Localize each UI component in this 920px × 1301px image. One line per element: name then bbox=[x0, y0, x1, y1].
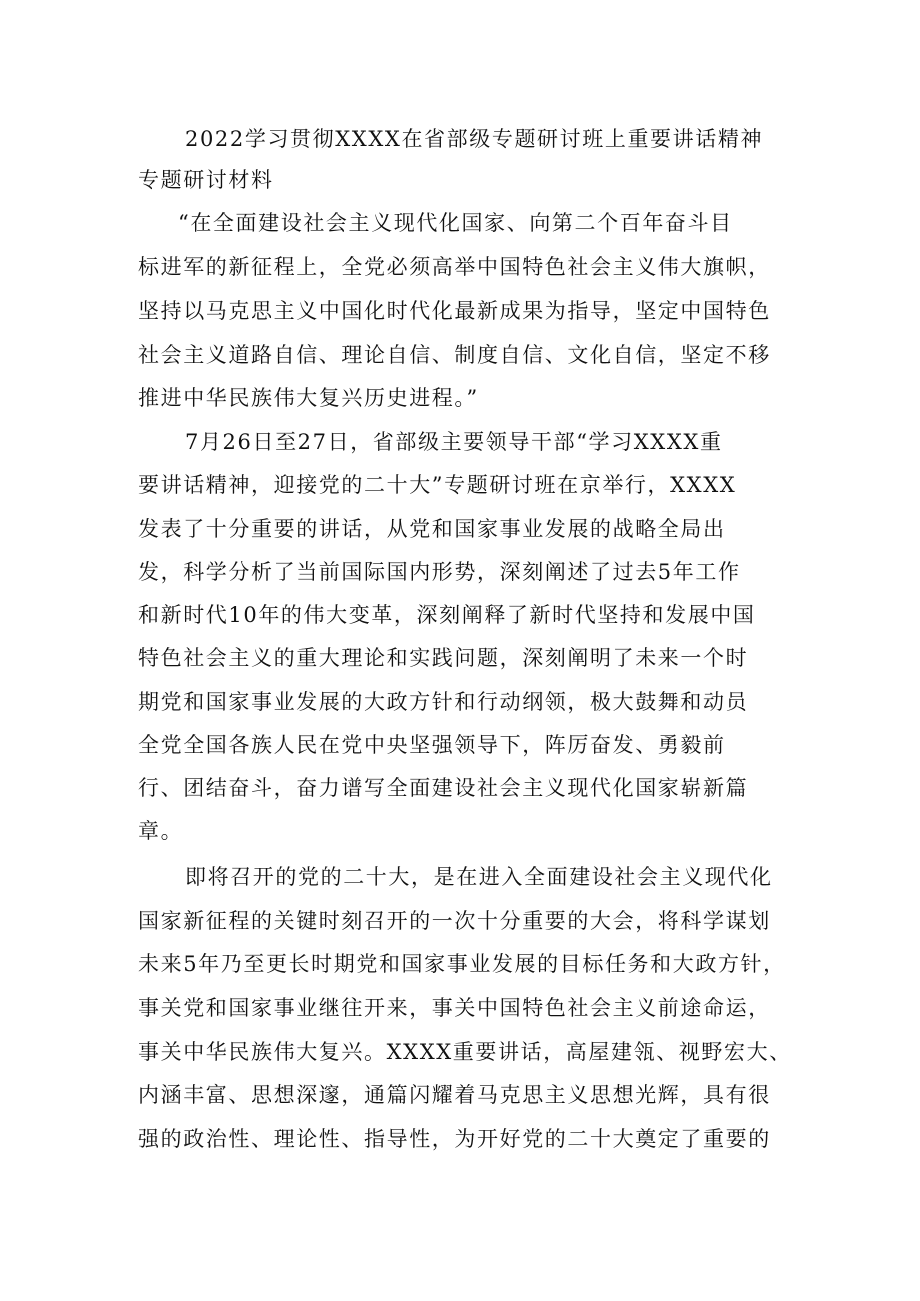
paragraph-2-line-8: 全党全国各族人民在党中央坚强领导下，阵厉奋发、勇毅前 bbox=[138, 733, 726, 757]
document-title-line-1: 2022学习贯彻XXXX在省部级专题研讨班上重要讲话精神 bbox=[185, 127, 764, 151]
paragraph-3-line-6: 内涵丰富、思想深邃，通篇闪耀着马克思主义思想光辉，具有很 bbox=[138, 1083, 771, 1107]
paragraph-2-line-4: 发，科学分析了当前国际国内形势，深刻阐述了过去5年工作 bbox=[138, 560, 741, 584]
paragraph-2-line-2: 要讲话精神，迎接党的二十大”专题研讨班在京举行，XXXX bbox=[138, 473, 737, 497]
paragraph-2-line-1: 7月26日至27日，省部级主要领导干部“学习XXXX重 bbox=[185, 430, 723, 454]
paragraph-3-line-2: 国家新征程的关键时刻召开的一次十分重要的大会，将科学谋划 bbox=[138, 909, 771, 933]
paragraph-3-line-1: 即将召开的党的二十大，是在进入全面建设社会主义现代化 bbox=[185, 865, 773, 889]
paragraph-1-line-5: 推进中华民族伟大复兴历史进程。” bbox=[138, 386, 479, 410]
paragraph-3-line-7: 强的政治性、理论性、指导性，为开好党的二十大奠定了重要的 bbox=[138, 1127, 771, 1151]
paragraph-1-line-2: 标进军的新征程上，全党必须高举中国特色社会主义伟大旗帜， bbox=[138, 255, 771, 279]
paragraph-2-line-3: 发表了十分重要的讲话，从党和国家事业发展的战略全局出 bbox=[138, 517, 726, 541]
paragraph-2-line-6: 特色社会主义的重大理论和实践问题，深刻阐明了未来一个时 bbox=[138, 646, 749, 670]
paragraph-2-line-10: 章。 bbox=[138, 819, 184, 843]
paragraph-1-line-3: 坚持以马克思主义中国化时代化最新成果为指导，坚定中国特色 bbox=[138, 299, 771, 323]
paragraph-3-line-3: 未来5年乃至更长时期党和国家事业发展的目标任务和大政方针， bbox=[138, 952, 786, 976]
document-title-line-2: 专题研讨材料 bbox=[138, 168, 274, 192]
paragraph-2-line-9: 行、团结奋斗，奋力谱写全面建设社会主义现代化国家崭新篇 bbox=[138, 776, 749, 800]
paragraph-3-line-5: 事关中华民族伟大复兴。XXXX重要讲话，高屋建瓴、视野宏大、 bbox=[138, 1040, 792, 1064]
paragraph-2-line-7: 期党和国家事业发展的大政方针和行动纲领，极大鼓舞和动员 bbox=[138, 690, 749, 714]
paragraph-1-line-4: 社会主义道路自信、理论自信、制度自信、文化自信，坚定不移 bbox=[138, 343, 771, 367]
paragraph-1-line-1: “在全面建设社会主义现代化国家、向第二个百年奋斗目 bbox=[178, 211, 733, 235]
paragraph-2-line-5: 和新时代10年的伟大变革，深刻阐释了新时代坚持和发展中国 bbox=[138, 603, 756, 627]
paragraph-3-line-4: 事关党和国家事业继往开来，事关中国特色社会主义前途命运， bbox=[138, 996, 771, 1020]
